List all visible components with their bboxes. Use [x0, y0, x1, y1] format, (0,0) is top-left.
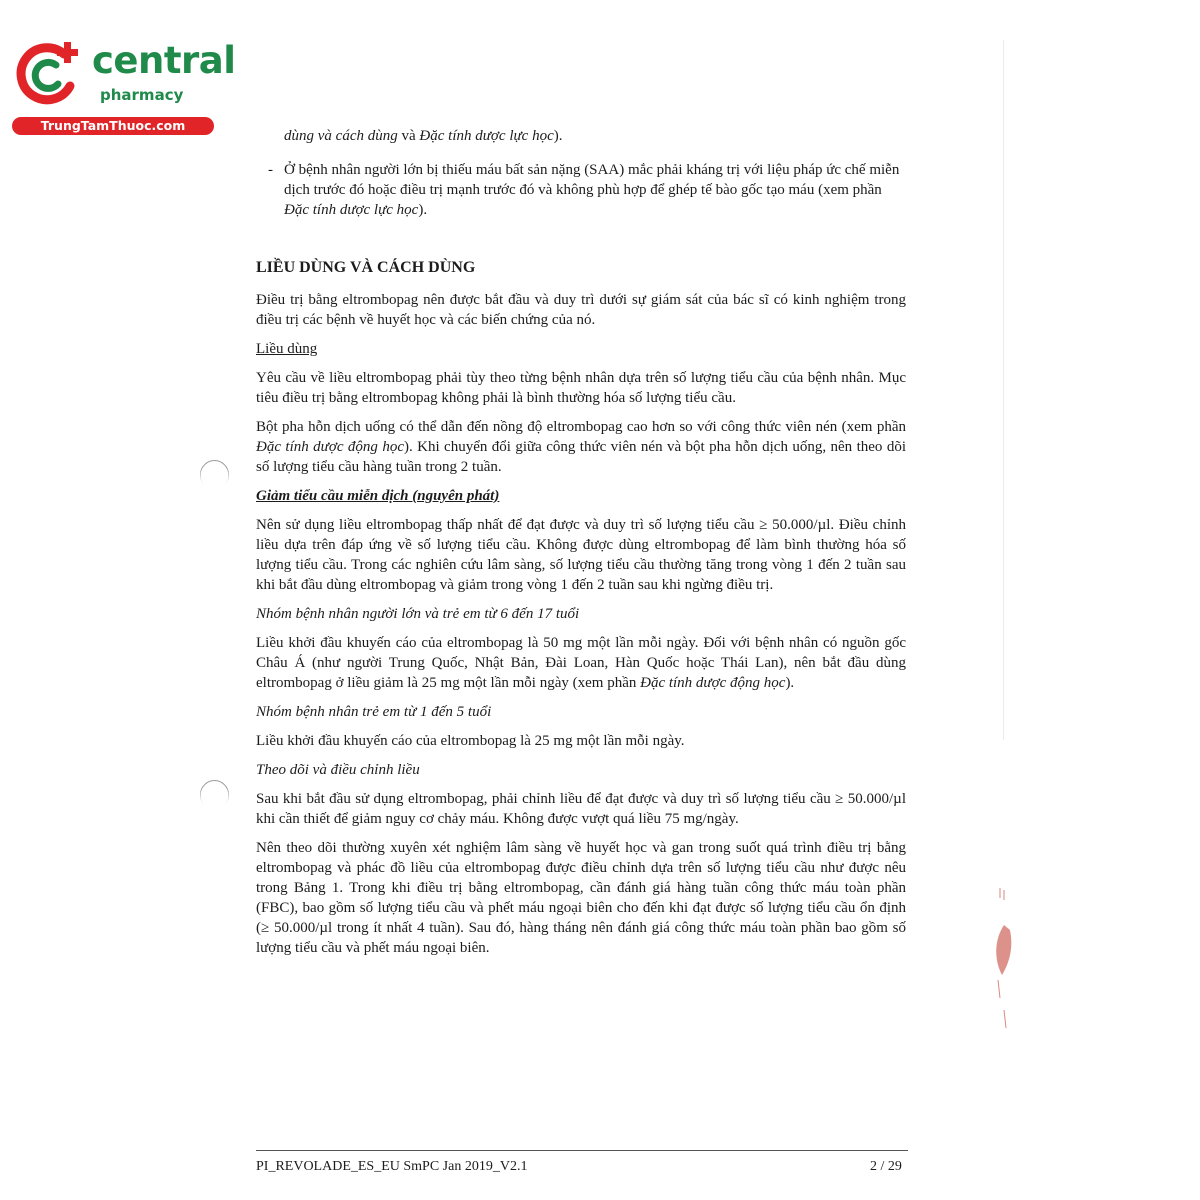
footer-divider — [256, 1150, 908, 1151]
monitor-paragraph: Sau khi bắt đầu sử dụng eltrombopag, phải chỉnh liều để đạt được và duy trì số lượng tiểu cầu ≥ 50.000/µl khi cần thiết để giảm nguy cơ chảy máu. Không được vượt quá liều 75 mg/ngày. — [256, 791, 906, 827]
document-body — [256, 126, 906, 967]
italic-ref: Đặc tính dược động học — [640, 675, 786, 691]
dosing-heading: Liều dùng — [256, 341, 318, 357]
child-subheading: Nhóm bệnh nhân trẻ em từ 1 đến 5 tuổi — [256, 704, 492, 720]
footer-doc-id: PI_REVOLADE_ES_EU SmPC Jan 2019_V2.1 — [256, 1159, 528, 1174]
monitor-paragraph: Nên theo dõi thường xuyên xét nghiệm lâm sàng về huyết học và gan trong suốt quá trình điều trị bằng eltrombopag và phác đồ liều của eltrombopag được điều chỉnh dựa trên số lượng tiểu cầu như được nêu trong Bảng 1. Trong khi điều trị bằng eltrombopag, cần đánh giá hàng tuần công thức máu toàn phần (FBC), bao gồm số lượng tiểu cầu và phết máu ngoại biên cho đến khi đạt được số lượng tiểu cầu ổn định (≥ 50.000/µl trong ít nhất 4 tuần). Sau đó, hàng tháng nên đánh giá công thức máu toàn phần bao gồm số lượng tiểu cầu và phết máu ngoại biên. — [256, 840, 906, 956]
adult-subheading: Nhóm bệnh nhân người lớn và trẻ em từ 6 đến 17 tuổi — [256, 606, 580, 622]
logo-subtitle: pharmacy — [100, 86, 184, 104]
dosing-paragraph: Bột pha hỗn dịch uống có thể dẫn đến nồng độ eltrombopag cao hơn so với công thức viên nén (xem phần Đặc tính dược động học). Khi chuyển đổi giữa công thức viên nén và bột pha hỗn dịch uống, nên theo dõi số lượng tiểu cầu hàng tuần trong 2 tuần. — [256, 419, 906, 475]
itp-paragraph: Nên sử dụng liều eltrombopag thấp nhất để đạt được và duy trì số lượng tiểu cầu ≥ 50.000/µl. Điều chỉnh liều dựa trên đáp ứng về số lượng tiểu cầu. Không được dùng eltrombopag để làm bình thường hóa số lượng tiểu cầu. Trong các nghiên cứu lâm sàng, số lượng tiểu cầu thường tăng trong vòng 1 đến 2 tuần sau khi bắt đầu dùng eltrombopag và giảm trong vòng 1 đến 2 tuần sau khi ngừng điều trị. — [256, 517, 906, 593]
itp-heading: Giảm tiểu cầu miễn dịch (nguyên phát) — [256, 488, 500, 504]
bullet-dash: - — [268, 162, 273, 178]
footer-page-number: 2 / 29 — [870, 1159, 902, 1174]
dosing-paragraph: Yêu cầu về liều eltrombopag phải tùy theo từng bệnh nhân dựa trên số lượng tiểu cầu của bệnh nhân. Mục tiêu điều trị bằng eltrombopag không phải là bình thường hóa số lượng tiểu cầu. — [256, 370, 906, 406]
central-pharmacy-logo — [8, 38, 236, 138]
punch-hole-mark — [194, 774, 235, 815]
section-title: LIỀU DÙNG VÀ CÁCH DÙNG — [256, 259, 476, 276]
child-paragraph: Liều khởi đầu khuyến cáo của eltrombopag là 25 mg một lần mỗi ngày. — [256, 733, 685, 749]
logo-name: central — [92, 39, 236, 82]
logo-banner: TrungTamThuoc.com — [12, 117, 214, 135]
italic-ref: Đặc tính dược động học — [256, 439, 404, 455]
pharmacy-cross-logo-icon — [12, 40, 84, 110]
punch-hole-mark — [194, 454, 235, 495]
red-stamp-mark — [984, 880, 1024, 1030]
monitor-subheading: Theo dõi và điều chỉnh liều — [256, 762, 420, 778]
intro-paragraph: Điều trị bằng eltrombopag nên được bắt đầu và duy trì dưới sự giám sát của bác sĩ có kinh nghiệm trong điều trị các bệnh về huyết học và các biến chứng của nó. — [256, 292, 906, 328]
list-item: - Ở bệnh nhân người lớn bị thiếu máu bất sản nặng (SAA) mắc phải kháng trị với liệu pháp ức chế miễn dịch trước đó hoặc điều trị mạnh trước đó và không phù hợp để ghép tế bào gốc tạo máu (xem phần Đặc tính dược lực học). — [268, 162, 900, 218]
scan-edge-line — [1003, 40, 1004, 740]
italic-ref: Đặc tính dược lực học — [284, 202, 419, 218]
italic-ref: Đặc tính dược lực học — [419, 128, 554, 144]
italic-ref: dùng và cách dùng — [284, 128, 398, 144]
adult-paragraph: Liều khởi đầu khuyến cáo của eltrombopag là 50 mg một lần mỗi ngày. Đối với bệnh nhân có nguồn gốc Châu Á (như người Trung Quốc, Nhật Bản, Đài Loan, Hàn Quốc hoặc Thái Lan), nên bắt đầu dùng eltrombopag ở liều giảm là 25 mg một lần mỗi ngày (xem phần Đặc tính dược động học). — [256, 635, 906, 691]
list-continuation: dùng và cách dùng và Đặc tính dược lực học). — [284, 128, 563, 144]
